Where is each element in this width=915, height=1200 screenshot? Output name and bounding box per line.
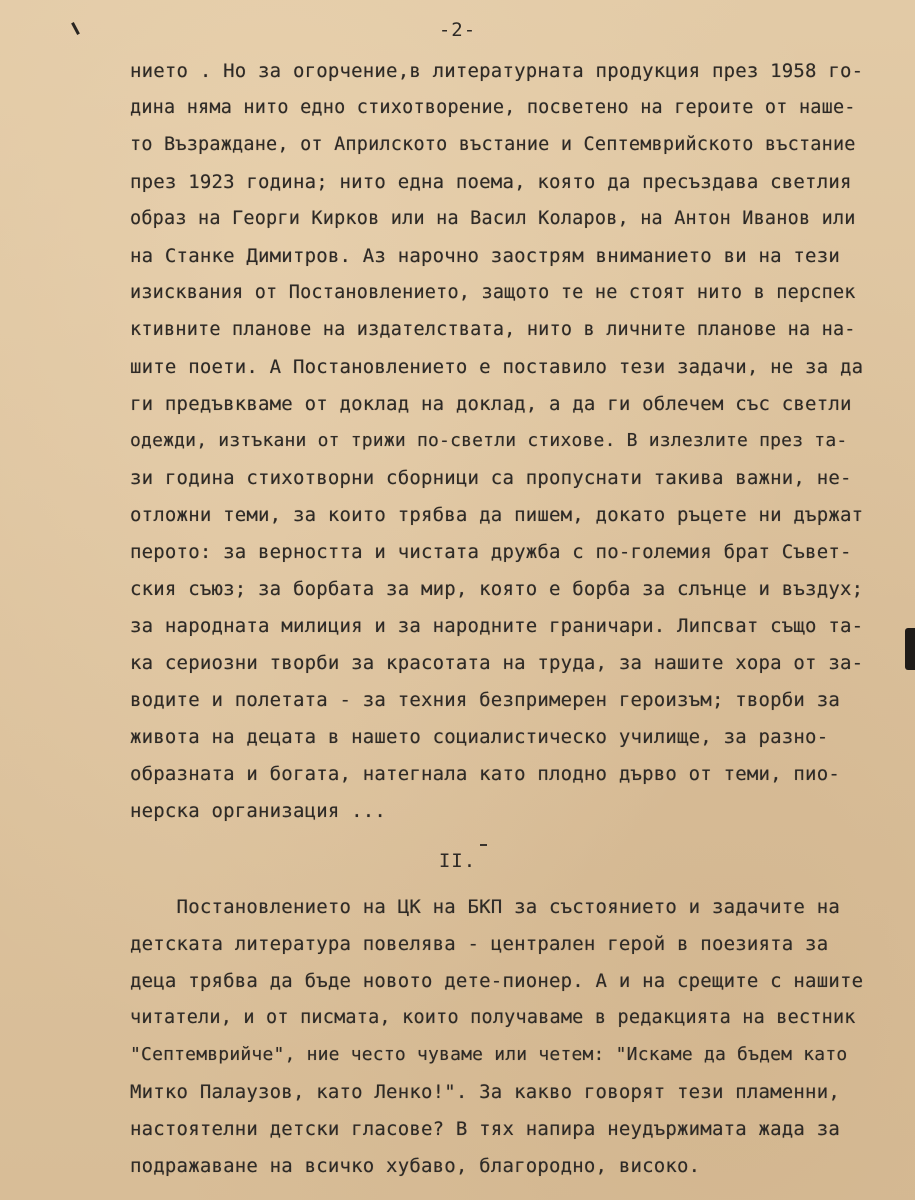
text-line: ктивните планове на издателствата, нито в личните планове на на- — [130, 319, 856, 340]
typewriter-dash — [480, 844, 487, 846]
text-line: ги предъвкваме от доклад на доклад, а да ги облечем със светли — [130, 393, 852, 415]
text-line: то Възраждане, от Априлското въстание и Септемврийското въстание — [130, 134, 856, 155]
text-line: през 1923 година; нито една поема, която да пресъздава светлия — [130, 171, 852, 193]
text-line: настоятелни детски гласове? В тях напира неудържимата жада за — [130, 1118, 840, 1140]
section-title: II. — [438, 850, 477, 872]
text-line: изисквания от Постановлението, защото те не стоят нито в перспек — [130, 282, 856, 303]
text-line: одежди, изтъкани от трижи по-светли стихове. В излезлите през та- — [130, 430, 848, 451]
page-number: -2- — [438, 19, 477, 41]
text-line: ка сериозни творби за красотата на труда, за нашите хора от за- — [130, 652, 864, 674]
text-line: ския съюз; за борбата за мир, която е борба за слънце и въздух; — [130, 578, 864, 600]
text-line: образната и богата, натегнала като плодно дърво от теми, пио- — [130, 763, 840, 785]
text-line: нерска организация ... — [130, 800, 387, 822]
text-line: "Септемврийче", ние често чуваме или четем: "Искаме да бъдем като — [130, 1044, 848, 1065]
text-line: дина няма нито едно стихотворение, посветено на героите от наше- — [130, 97, 856, 118]
text-line: зи година стихотворни сборници са пропуснати такива важни, не- — [130, 467, 852, 489]
text-line: деца трябва да бъде новото дете-пионер. А и на срещите с нашите — [130, 970, 864, 992]
text-line: живота на децата в нашето социалистическо училище, за разно- — [130, 726, 829, 748]
text-line: Постановлението на ЦК на БКП за състоянието и задачите на — [130, 896, 840, 918]
text-line: нието . Но за огорчение,в литературната продукция през 1958 го- — [130, 60, 864, 82]
binding-mark — [905, 628, 915, 670]
text-line: шите поети. А Постановлението е поставило тези задачи, не за да — [130, 356, 864, 378]
text-line: детската литература повелява - централен герой в поезията за — [130, 933, 829, 955]
text-line: Митко Палаузов, като Ленко!". За какво говорят тези пламенни, — [130, 1081, 840, 1103]
text-line: перото: за верността и чистата дружба с по-големия брат Съвет- — [130, 541, 852, 563]
text-line: за народната милиция и за народните граничари. Липсват също та- — [130, 615, 864, 637]
text-line: читатели, и от писмата, които получаваме в редакцията на вестник — [130, 1007, 856, 1028]
text-line: образ на Георги Кирков или на Васил Коларов, на Антон Иванов или — [130, 208, 856, 229]
text-line: на Станке Димитров. Аз нарочно заострям вниманието ви на тези — [130, 245, 840, 267]
text-line: водите и полетата - за техния безпримерен героизъм; творби за — [130, 689, 840, 711]
text-line: подражаване на всичко хубаво, благородно, високо. — [130, 1155, 701, 1177]
text-line: отложни теми, за които трябва да пишем, докато ръцете ни държат — [130, 504, 864, 526]
